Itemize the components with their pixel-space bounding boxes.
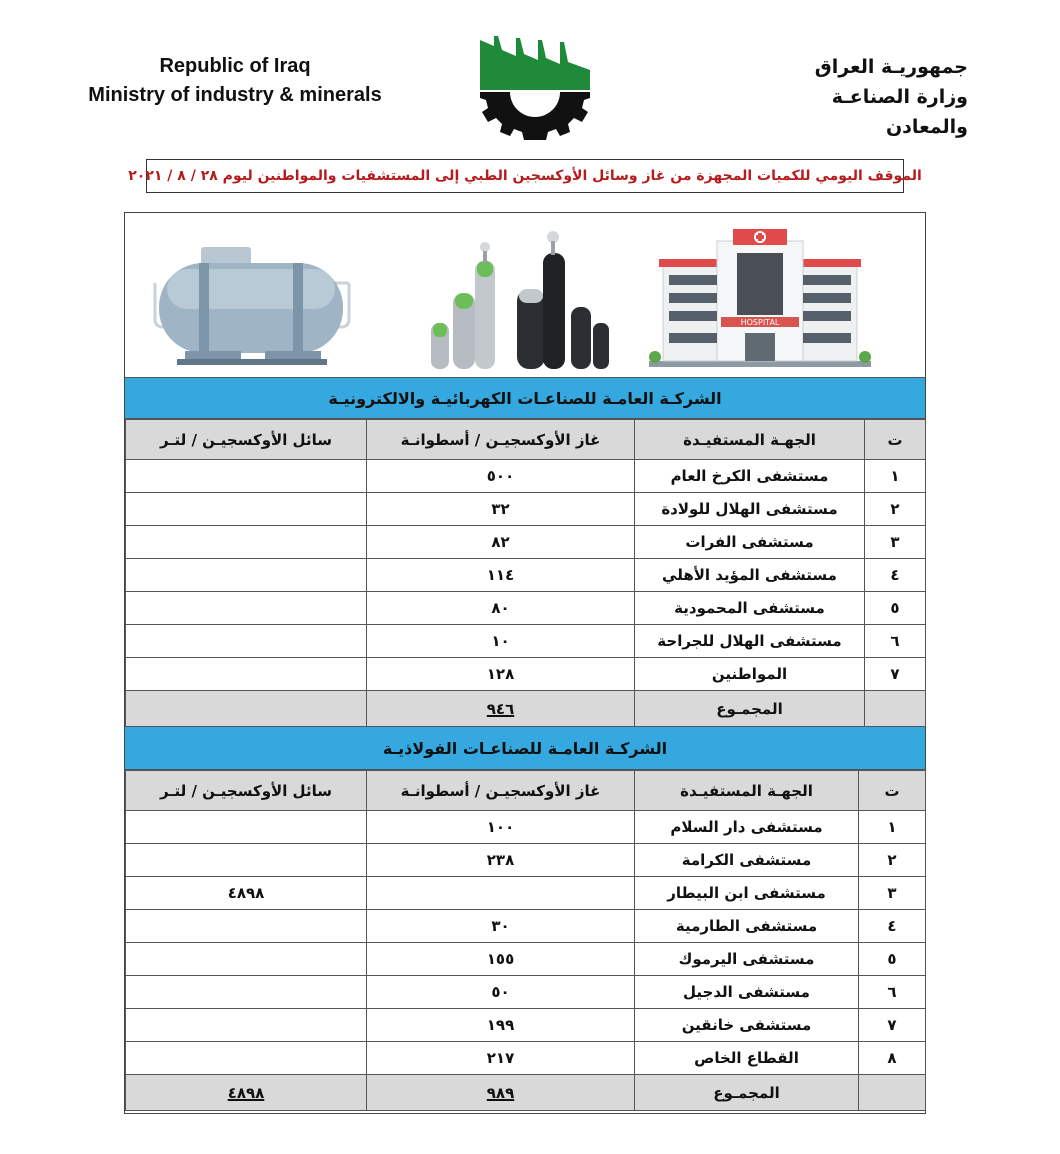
table-row <box>126 844 926 877</box>
cell-num: ٧ <box>865 658 926 691</box>
hospital-image <box>645 229 875 369</box>
illustrations <box>125 213 925 377</box>
cell-beneficiary: القطاع الخاص <box>635 1042 859 1075</box>
col-gas: غاز الأوكسجيـن / أسطوانـة <box>367 420 635 460</box>
cell-liquid <box>126 493 367 526</box>
cell-liquid <box>126 625 367 658</box>
cell-liquid <box>126 910 367 943</box>
cell-liquid <box>126 943 367 976</box>
cell-gas: ١٥٥ <box>367 943 635 976</box>
table-header <box>126 420 926 460</box>
cell-beneficiary: مستشفى الفرات <box>635 526 865 559</box>
cell-gas: ١٩٩ <box>367 1009 635 1042</box>
total-label: المجمـوع <box>635 691 865 727</box>
cell-gas: ٣٢ <box>367 493 635 526</box>
cell-beneficiary: مستشفى الدجيل <box>635 976 859 1009</box>
cell-beneficiary: مستشفى الطارمية <box>635 910 859 943</box>
table-row <box>126 1009 926 1042</box>
cell-gas: ٨٠ <box>367 592 635 625</box>
section2-total-gas: ٩٨٩ <box>486 1083 515 1102</box>
cell-num: ١ <box>859 811 926 844</box>
col-num: ت <box>859 771 926 811</box>
cell-num: ٥ <box>859 943 926 976</box>
cell-beneficiary: مستشفى الهلال للولادة <box>635 493 865 526</box>
section1-total-gas: ٩٤٦ <box>486 699 515 718</box>
cell-num: ٤ <box>859 910 926 943</box>
oxygen-cylinders-image <box>425 223 611 373</box>
section2-table <box>125 770 926 1111</box>
cell-beneficiary: مستشفى دار السلام <box>635 811 859 844</box>
cell-liquid <box>126 844 367 877</box>
col-num: ت <box>865 420 926 460</box>
table-row <box>126 910 926 943</box>
report-title: الموقف اليومي للكميات المجهزة من غاز وسائل الأوكسجين الطبي إلى المستشفيات والمواطنين ليوم ٢٨ / ٨ / ٢٠٢١ <box>146 159 904 193</box>
header-arabic <box>748 52 968 142</box>
table-row <box>126 625 926 658</box>
table-row <box>126 493 926 526</box>
republic-of-iraq-en: Republic of Iraq <box>159 55 311 77</box>
cell-beneficiary: مستشفى الكرخ العام <box>635 460 865 493</box>
table-row <box>126 460 926 493</box>
table-row <box>126 559 926 592</box>
col-liquid: سائل الأوكسجيـن / لتـر <box>126 420 367 460</box>
ministry-name-en: Ministry of industry & minerals <box>88 84 382 106</box>
cell-liquid <box>126 658 367 691</box>
section2-total-liquid: ٤٨٩٨ <box>227 1083 265 1102</box>
section1-total-row <box>126 691 926 727</box>
table-row <box>126 1042 926 1075</box>
cell-beneficiary: مستشفى ابن البيطار <box>635 877 859 910</box>
cell-gas: ١١٤ <box>367 559 635 592</box>
cell-beneficiary: مستشفى الهلال للجراحة <box>635 625 865 658</box>
cell-gas: ٢٣٨ <box>367 844 635 877</box>
report-frame <box>124 212 926 1114</box>
table-row <box>126 877 926 910</box>
cell-liquid <box>126 1009 367 1042</box>
table-row <box>126 658 926 691</box>
header-english <box>80 52 390 110</box>
cell-liquid <box>126 460 367 493</box>
cell-num: ٦ <box>865 625 926 658</box>
section1-title: الشركـة العامـة للصناعـات الكهربائيـة والالكترونيـة <box>125 377 925 419</box>
hospital-sign-text: HOSPITAL <box>740 318 780 327</box>
republic-of-iraq-ar: جمهوريـة العراق <box>814 56 968 78</box>
table-row <box>126 943 926 976</box>
table-row <box>126 592 926 625</box>
ministry-logo <box>476 32 594 142</box>
cell-gas: ٥٠٠ <box>367 460 635 493</box>
cell-liquid <box>126 811 367 844</box>
cell-beneficiary: مستشفى الكرامة <box>635 844 859 877</box>
section2-title: الشركـة العامـة للصناعـات الفولاذيـة <box>125 726 925 770</box>
cell-beneficiary: مستشفى خانقين <box>635 1009 859 1042</box>
ministry-name-ar: وزارة الصناعـة والمعادن <box>831 86 968 138</box>
cell-num: ١ <box>865 460 926 493</box>
cell-num: ٧ <box>859 1009 926 1042</box>
cell-num: ٥ <box>865 592 926 625</box>
table-row <box>126 976 926 1009</box>
cell-gas: ٣٠ <box>367 910 635 943</box>
cell-gas: ١٠ <box>367 625 635 658</box>
cell-num: ٤ <box>865 559 926 592</box>
cell-num: ٦ <box>859 976 926 1009</box>
table-row <box>126 526 926 559</box>
cell-liquid <box>126 592 367 625</box>
section1-table <box>125 419 926 727</box>
cell-gas: ١٠٠ <box>367 811 635 844</box>
table-row <box>126 811 926 844</box>
col-beneficiary: الجهـة المستفيـدة <box>635 420 865 460</box>
cell-gas: ٨٢ <box>367 526 635 559</box>
total-label: المجمـوع <box>635 1075 859 1111</box>
table-header <box>126 771 926 811</box>
cell-gas: ١٢٨ <box>367 658 635 691</box>
col-beneficiary: الجهـة المستفيـدة <box>635 771 859 811</box>
cell-liquid <box>126 526 367 559</box>
col-liquid: سائل الأوكسجيـن / لتـر <box>126 771 367 811</box>
section2-total-row <box>126 1075 926 1111</box>
oxygen-tank-image <box>149 243 359 367</box>
cell-liquid <box>126 1042 367 1075</box>
cell-num: ٨ <box>859 1042 926 1075</box>
cell-beneficiary: مستشفى المؤيد الأهلي <box>635 559 865 592</box>
cell-num: ٢ <box>865 493 926 526</box>
cell-beneficiary: المواطنين <box>635 658 865 691</box>
cell-beneficiary: مستشفى المحمودية <box>635 592 865 625</box>
cell-liquid: ٤٨٩٨ <box>126 877 367 910</box>
col-gas: غاز الأوكسجيـن / أسطوانـة <box>367 771 635 811</box>
cell-num: ٣ <box>865 526 926 559</box>
cell-num: ٢ <box>859 844 926 877</box>
cell-num: ٣ <box>859 877 926 910</box>
cell-gas <box>367 877 635 910</box>
cell-beneficiary: مستشفى اليرموك <box>635 943 859 976</box>
cell-gas: ٢١٧ <box>367 1042 635 1075</box>
cell-gas: ٥٠ <box>367 976 635 1009</box>
cell-liquid <box>126 976 367 1009</box>
cell-liquid <box>126 559 367 592</box>
